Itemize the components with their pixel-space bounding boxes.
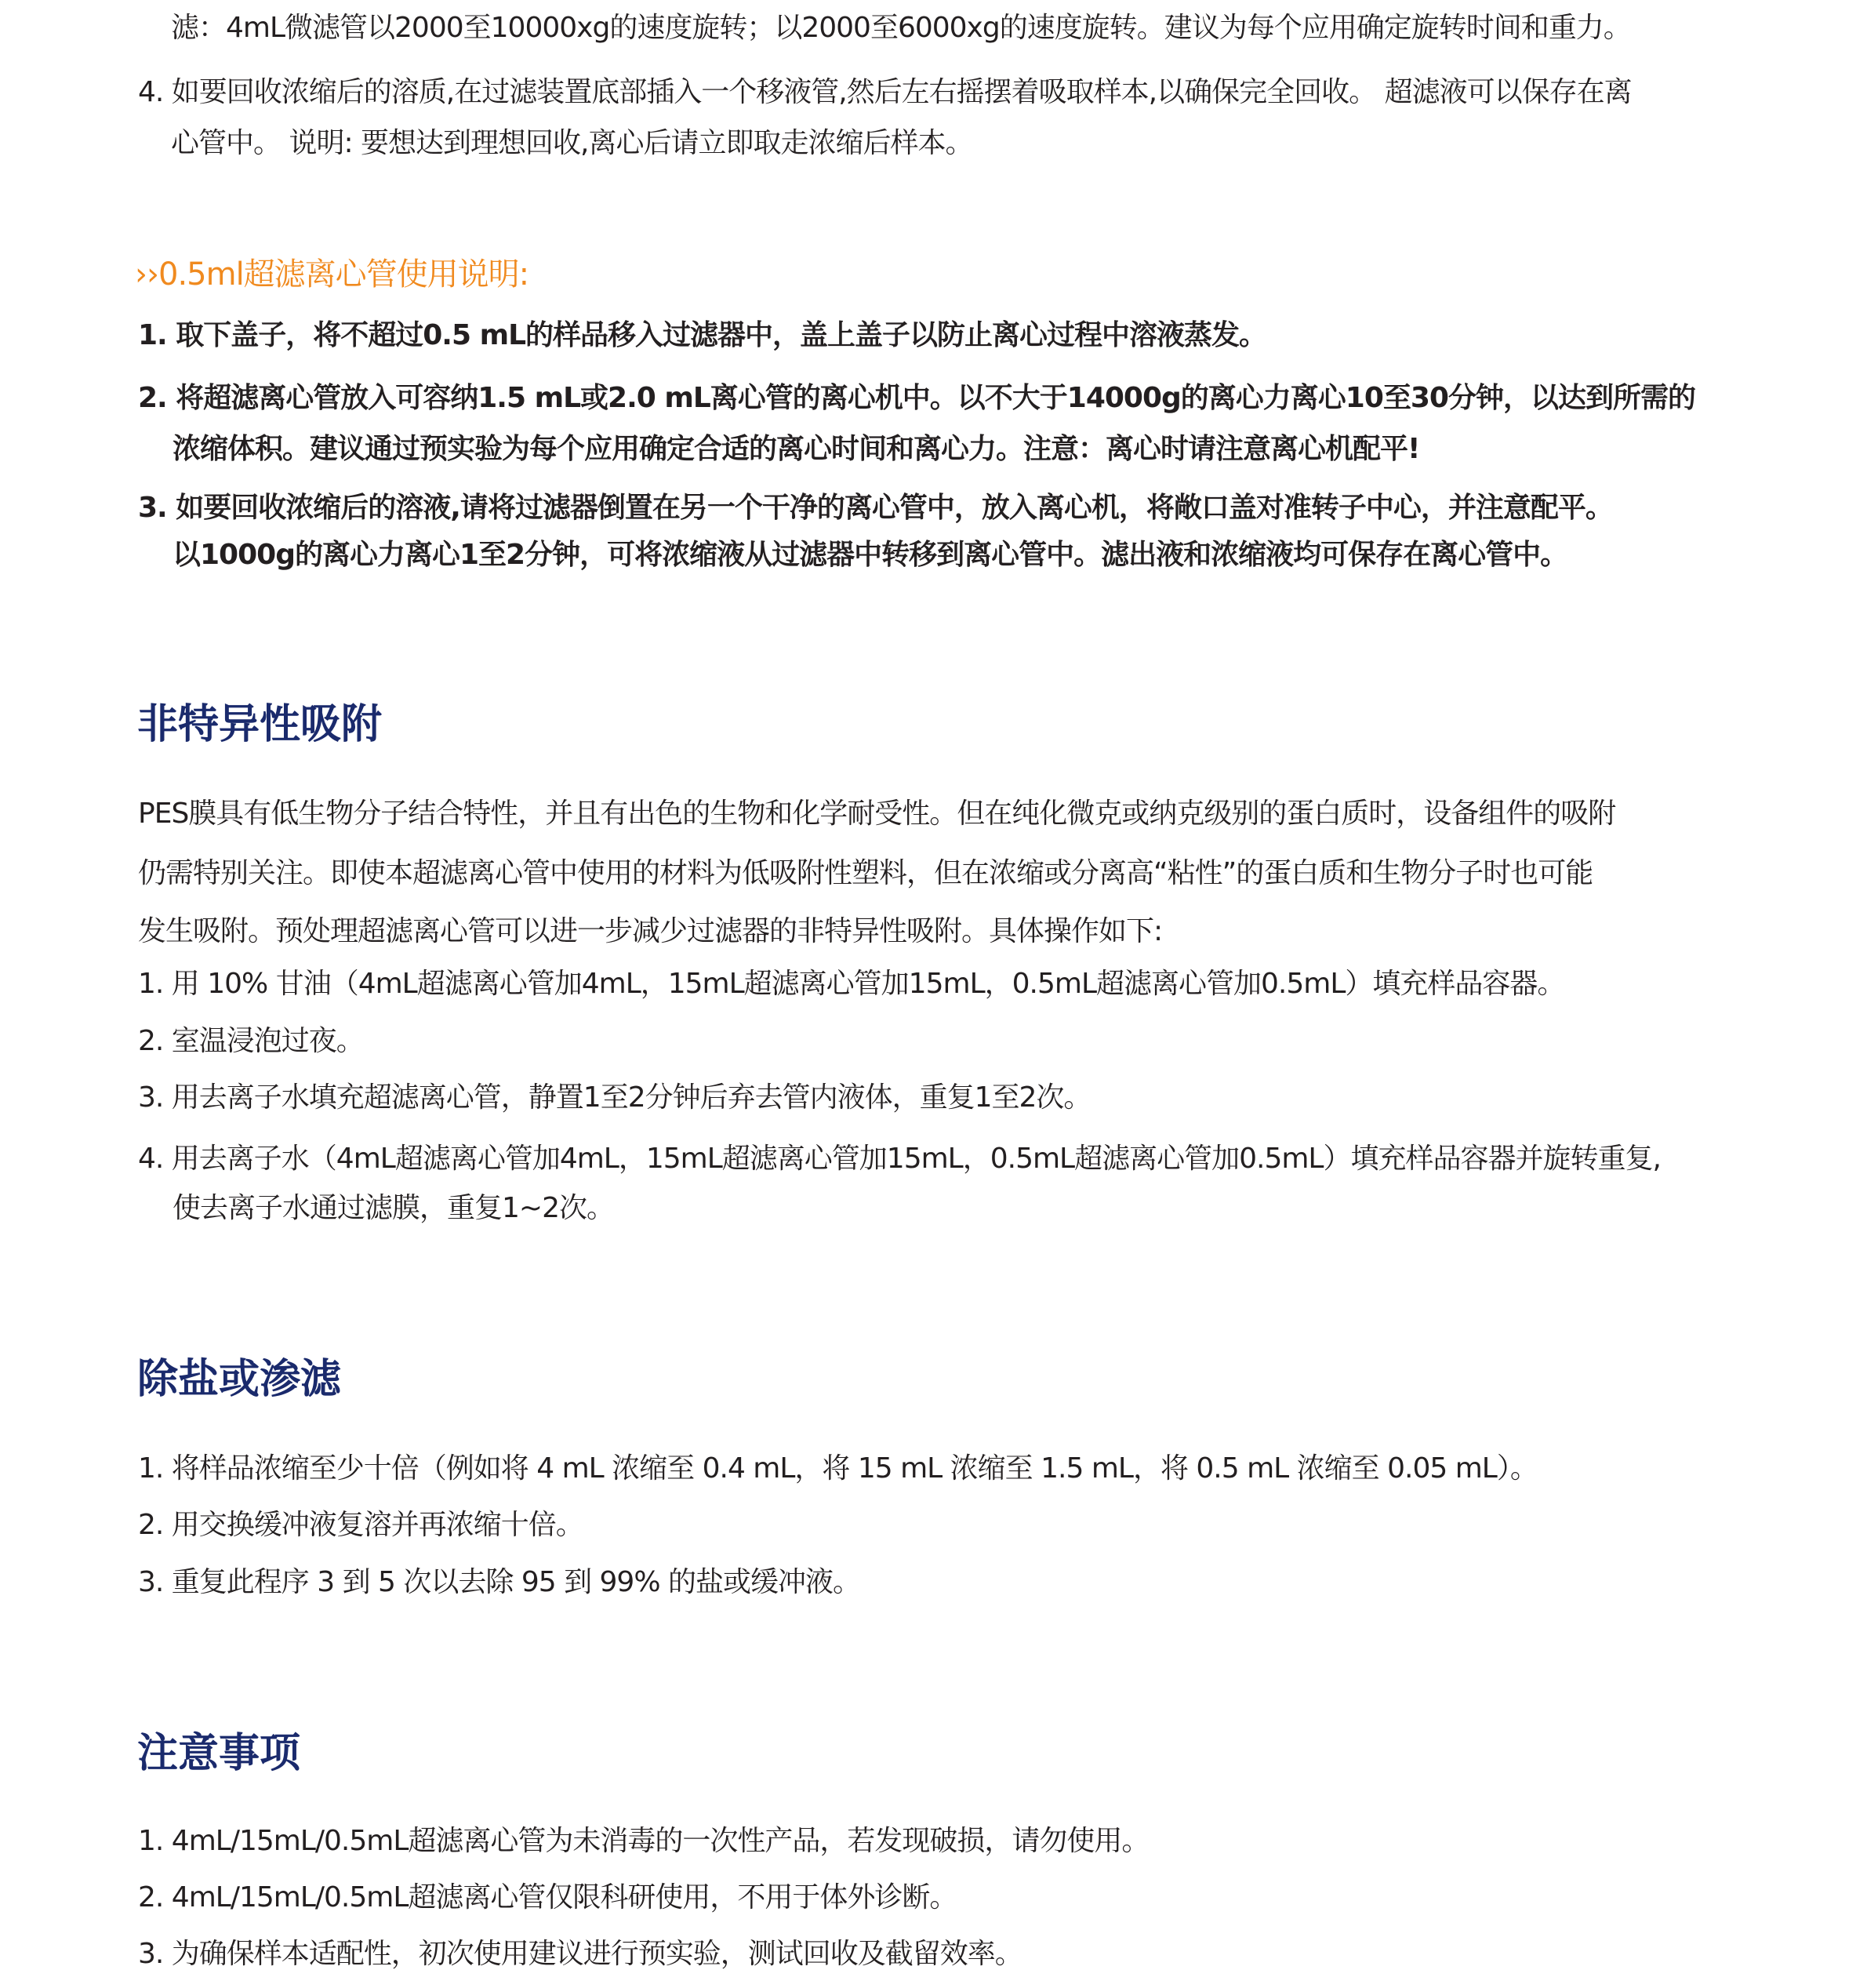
list-item-continuation: 浓缩体积。建议通过预实验为每个应用确定合适的离心时间和离心力。注意：离心时请注意离心机配平! <box>173 433 1420 465</box>
list-item: 4. 用去离子水（4mL超滤离心管加4mL，15mL超滤离心管加15mL，0.5mL超滤离心管加0.5mL）填充样品容器并旋转重复, <box>138 1143 1661 1175</box>
list-item: 2. 用交换缓冲液复溶并再浓缩十倍。 <box>138 1509 583 1541</box>
list-item: 2. 室温浸泡过夜。 <box>138 1025 364 1057</box>
section-heading: 非特异性吸附 <box>137 701 383 748</box>
list-item: 3. 为确保样本适配性，初次使用建议进行预实验，测试回收及截留效率。 <box>138 1938 1022 1970</box>
list-item: 3. 重复此程序 3 到 5 次以去除 95 到 99% 的盐或缓冲液。 <box>138 1566 860 1598</box>
paragraph-line: 仍需特别关注。即使本超滤离心管中使用的材料为低吸附性塑料，但在浓缩或分离高“粘性”的蛋白质和生物分子时也可能 <box>138 857 1593 889</box>
text-line: 滤：4mL微滤管以2000至10000xg的速度旋转；以2000至6000xg的速度旋转。建议为每个应用确定旋转时间和重力。 <box>171 12 1631 44</box>
section-heading: 注意事项 <box>137 1730 301 1777</box>
list-item: 4. 如要回收浓缩后的溶质,在过滤装置底部插入一个移液管,然后左右摇摆着吸取样本,以确保完全回收。 超滤液可以保存在离 <box>138 76 1632 108</box>
list-item: 1. 用 10% 甘油（4mL超滤离心管加4mL，15mL超滤离心管加15mL，0.5mL超滤离心管加0.5mL）填充样品容器。 <box>138 968 1565 1000</box>
list-item: 3. 用去离子水填充超滤离心管，静置1至2分钟后弃去管内液体，重复1至2次。 <box>138 1081 1092 1114</box>
section-heading: 除盐或渗滤 <box>137 1356 342 1403</box>
list-item: 2. 4mL/15mL/0.5mL超滤离心管仅限科研使用，不用于体外诊断。 <box>138 1881 957 1913</box>
subsection-title: ››0.5ml超滤离心管使用说明: <box>135 256 529 293</box>
paragraph-line: PES膜具有低生物分子结合特性，并且有出色的生物和化学耐受性。但在纯化微克或纳克级别的蛋白质时，设备组件的吸附 <box>138 798 1616 830</box>
list-item-continuation: 以1000g的离心力离心1至2分钟，可将浓缩液从过滤器中转移到离心管中。滤出液和浓缩液均可保存在离心管中。 <box>173 539 1568 571</box>
list-item: 1. 取下盖子，将不超过0.5 mL的样品移入过滤器中，盖上盖子以防止离心过程中溶液蒸发。 <box>138 319 1267 351</box>
list-item: 1. 将样品浓缩至少十倍（例如将 4 mL 浓缩至 0.4 mL，将 15 mL 浓缩至 1.5 mL，将 0.5 mL 浓缩至 0.05 mL）。 <box>138 1452 1538 1485</box>
list-item: 3. 如要回收浓缩后的溶液,请将过滤器倒置在另一个干净的离心管中，放入离心机，将敞口盖对准转子中心，并注意配平。 <box>138 492 1613 524</box>
paragraph-line: 发生吸附。预处理超滤离心管可以进一步减少过滤器的非特异性吸附。具体操作如下: <box>138 915 1163 947</box>
list-item: 2. 将超滤离心管放入可容纳1.5 mL或2.0 mL离心管的离心机中。以不大于14000g的离心力离心10至30分钟，以达到所需的 <box>138 382 1695 414</box>
list-item-continuation: 使去离子水通过滤膜，重复1~2次。 <box>173 1192 614 1224</box>
list-item: 1. 4mL/15mL/0.5mL超滤离心管为未消毒的一次性产品，若发现破损，请勿使用。 <box>138 1825 1150 1857</box>
list-item-continuation: 心管中。 说明: 要想达到理想回收,离心后请立即取走浓缩后样本。 <box>171 127 973 159</box>
